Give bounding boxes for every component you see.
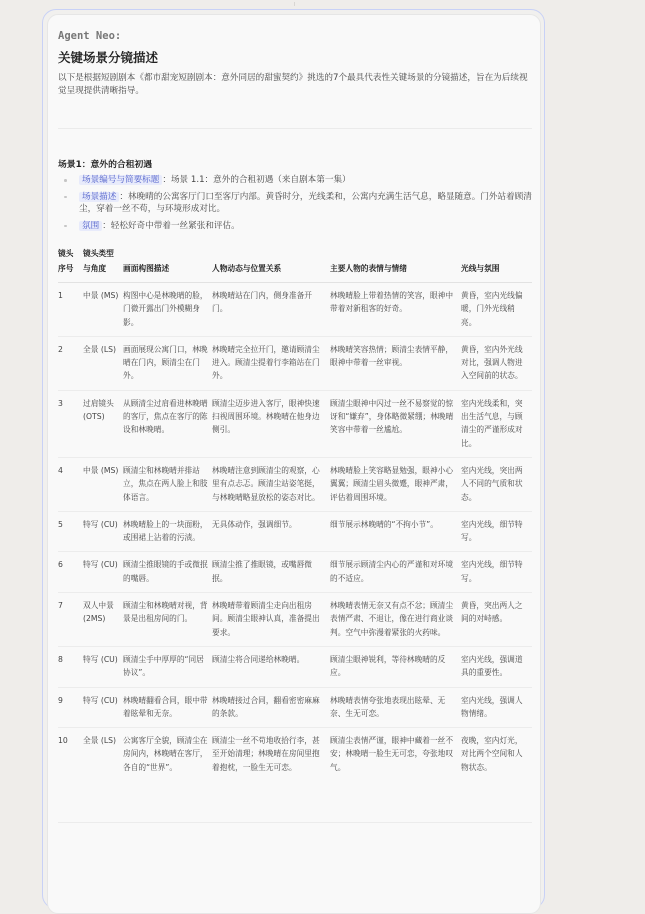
table-cell: 构图中心是林晚晴的脸，门微开露出门外模糊身影。 — [123, 283, 212, 337]
table-cell: 夜晚，室内灯光，对比两个空间和人物状态。 — [461, 728, 532, 823]
column-header: 镜头类型与角度 — [83, 246, 123, 283]
table-cell: 顾清尘和林晚晴并排站立，焦点在两人脸上和肢体语言。 — [123, 457, 212, 511]
table-cell: 9 — [58, 687, 83, 728]
table-cell: 顾清尘迈步进入客厅，眼神快速扫视周围环境。林晚晴在他身边侧引。 — [212, 390, 330, 457]
table-cell: 1 — [58, 283, 83, 337]
intro-paragraph: 以下是根据短剧剧本《都市甜宠短剧剧本：意外同居的甜蜜契约》挑选的7个最具代表性关键场景的分镜描述，旨在为后续视觉呈现提供清晰指导。 — [58, 73, 528, 96]
table-cell: 林晚晴笑容热情；顾清尘表情平静，眼神中带着一丝审视。 — [330, 336, 461, 390]
bullet-icon — [64, 196, 67, 199]
column-header: 光线与氛围 — [461, 246, 532, 283]
table-cell: 林晚晴带着顾清尘走向出租房间。顾清尘眼神认真，准备提出要求。 — [212, 593, 330, 647]
table-cell: 顾清尘眼神中闪过一丝不易察觉的惊讶和“嫌弃”，身体略微紧绷；林晚晴笑容中带着一丝尴尬。 — [330, 390, 461, 457]
field-tag: 场景描述 — [79, 192, 119, 202]
field-value: ：轻松好奇中带着一丝紧张和评估。 — [102, 220, 240, 231]
table-cell: 中景 (MS) — [83, 457, 123, 511]
table-cell: 室内光线柔和，突出生活气息，与顾清尘的严谨形成对比。 — [461, 390, 532, 457]
table-cell: 从顾清尘过肩看进林晚晴的客厅，焦点在客厅的陈设和林晚晴。 — [123, 390, 212, 457]
table-cell: 特写 (CU) — [83, 687, 123, 728]
table-cell: 林晚晴表情夸张地表现出眩晕、无奈、生无可恋。 — [330, 687, 461, 728]
table-cell: 细节展示林晚晴的“不拘小节”。 — [330, 511, 461, 552]
table-cell: 林晚晴接过合同，翻看密密麻麻的条款。 — [212, 687, 330, 728]
table-cell: 顾清尘推了推眼镜，或嘴唇微抿。 — [212, 552, 330, 593]
table-cell: 全景 (LS) — [83, 336, 123, 390]
table-cell: 全景 (LS) — [83, 728, 123, 823]
table-cell: 中景 (MS) — [83, 283, 123, 337]
table-cell: 3 — [58, 390, 83, 457]
table-row — [58, 511, 532, 552]
table-cell: 林晚晴脸上的一块面粉，或围裙上沾着的污渍。 — [123, 511, 212, 552]
table-cell: 室内光线，细节特写。 — [461, 511, 532, 552]
table-cell: 室内光线，细节特写。 — [461, 552, 532, 593]
table-cell: 室内光线，强调人物情绪。 — [461, 687, 532, 728]
field-tag: 氛围 — [79, 221, 102, 231]
table-cell: 室内光线，强调道具的重要性。 — [461, 646, 532, 687]
table-cell: 黄昏，突出两人之间的对峙感。 — [461, 593, 532, 647]
table-row — [58, 457, 532, 511]
table-cell: 林晚晴脸上带着热情的笑容，眼神中带着对新租客的好奇。 — [330, 283, 461, 337]
table-cell: 黄昏，室内光线偏暖，门外光线稍亮。 — [461, 283, 532, 337]
column-header: 镜头序号 — [58, 246, 83, 283]
table-row — [58, 336, 532, 390]
table-cell: 林晚晴完全拉开门，邀请顾清尘进入。顾清尘提着行李箱站在门外。 — [212, 336, 330, 390]
table-row — [58, 390, 532, 457]
table-cell: 林晚晴注意到顾清尘的观察，心里有点忐忑。顾清尘站姿笔挺，与林晚晴略显放松的姿态对比。 — [212, 457, 330, 511]
page-title: 关键场景分镜描述 — [58, 50, 159, 65]
table-cell: 顾清尘推眼镜的手或微抿的嘴唇。 — [123, 552, 212, 593]
list-item — [58, 220, 532, 233]
table-cell: 室内光线，突出两人不同的气质和状态。 — [461, 457, 532, 511]
table-row — [58, 646, 532, 687]
table-cell: 林晚晴脸上笑容略显勉强，眼神小心翼翼；顾清尘眉头微蹙，眼神严肃，评估着周围环境。 — [330, 457, 461, 511]
table-cell: 4 — [58, 457, 83, 511]
table-cell: 顾清尘一丝不苟地收拾行李，甚至开始清理；林晚晴在房间里抱着抱枕，一脸生无可恋。 — [212, 728, 330, 823]
table-cell: 顾清尘将合同递给林晚晴。 — [212, 646, 330, 687]
table-cell: 特写 (CU) — [83, 511, 123, 552]
table-cell: 特写 (CU) — [83, 646, 123, 687]
table-cell: 顾清尘手中厚厚的“同居协议”。 — [123, 646, 212, 687]
table-cell: 细节展示顾清尘内心的严谨和对环境的不适应。 — [330, 552, 461, 593]
table-row — [58, 283, 532, 337]
table-cell: 公寓客厅全貌，顾清尘在房间内，林晚晴在客厅，各自的“世界”。 — [123, 728, 212, 823]
field-value: ：林晚晴的公寓客厅门口至客厅内部。黄昏时分，光线柔和，公寓内充满生活气息，略显随意。门外站着顾清尘，穿着一丝不苟，与环境形成对比。 — [79, 191, 532, 214]
list-item — [58, 174, 532, 187]
scene-title: 场景1：意外的合租初遇 — [58, 160, 153, 170]
table-cell: 7 — [58, 593, 83, 647]
table-cell: 林晚晴站在门内，侧身准备开门。 — [212, 283, 330, 337]
table-cell: 8 — [58, 646, 83, 687]
table-row — [58, 552, 532, 593]
shot-table — [58, 246, 532, 823]
table-cell: 特写 (CU) — [83, 552, 123, 593]
table-header-row — [58, 246, 532, 283]
table-cell: 顾清尘眼神锐利，等待林晚晴的反应。 — [330, 646, 461, 687]
table-row — [58, 687, 532, 728]
table-row — [58, 593, 532, 647]
table-cell: 双人中景 (2MS) — [83, 593, 123, 647]
table-row — [58, 728, 532, 823]
table-cell: 画面展现公寓门口，林晚晴在门内，顾清尘在门外。 — [123, 336, 212, 390]
table-cell: 顾清尘和林晚晴对视，背景是出租房间的门。 — [123, 593, 212, 647]
divider — [58, 128, 532, 129]
table-cell: 10 — [58, 728, 83, 823]
column-header: 画面构图描述 — [123, 246, 212, 283]
field-value: ：场景 1.1：意外的合租初遇（来自剧本第一集） — [162, 175, 351, 185]
column-header: 人物动态与位置关系 — [212, 246, 330, 283]
sender-label: Agent Neo: — [58, 30, 122, 42]
table-cell: 5 — [58, 511, 83, 552]
list-item — [58, 191, 532, 216]
table-cell: 过肩镜头 (OTS) — [83, 390, 123, 457]
table-cell: 林晚晴表情无奈又有点不忿；顾清尘表情严肃、不退让，像在进行商业谈判。空气中弥漫着紧张的火药味。 — [330, 593, 461, 647]
window-handle — [294, 2, 295, 6]
scene-info-list — [58, 174, 532, 232]
message-content — [58, 28, 532, 823]
table-cell: 2 — [58, 336, 83, 390]
bullet-icon — [64, 225, 67, 228]
field-tag: 场景编号与简要标题 — [79, 175, 162, 185]
column-header: 主要人物的表情与情绪 — [330, 246, 461, 283]
table-cell: 6 — [58, 552, 83, 593]
table-cell: 顾清尘表情严谨，眼神中藏着一丝不安；林晚晴一脸生无可恋，夸张地叹气。 — [330, 728, 461, 823]
table-cell: 黄昏，室内外光线对比，强调人物进入空间前的状态。 — [461, 336, 532, 390]
table-cell: 林晚晴翻看合同，眼中带着眩晕和无奈。 — [123, 687, 212, 728]
bullet-icon — [64, 179, 67, 182]
table-cell: 无具体动作，强调细节。 — [212, 511, 330, 552]
